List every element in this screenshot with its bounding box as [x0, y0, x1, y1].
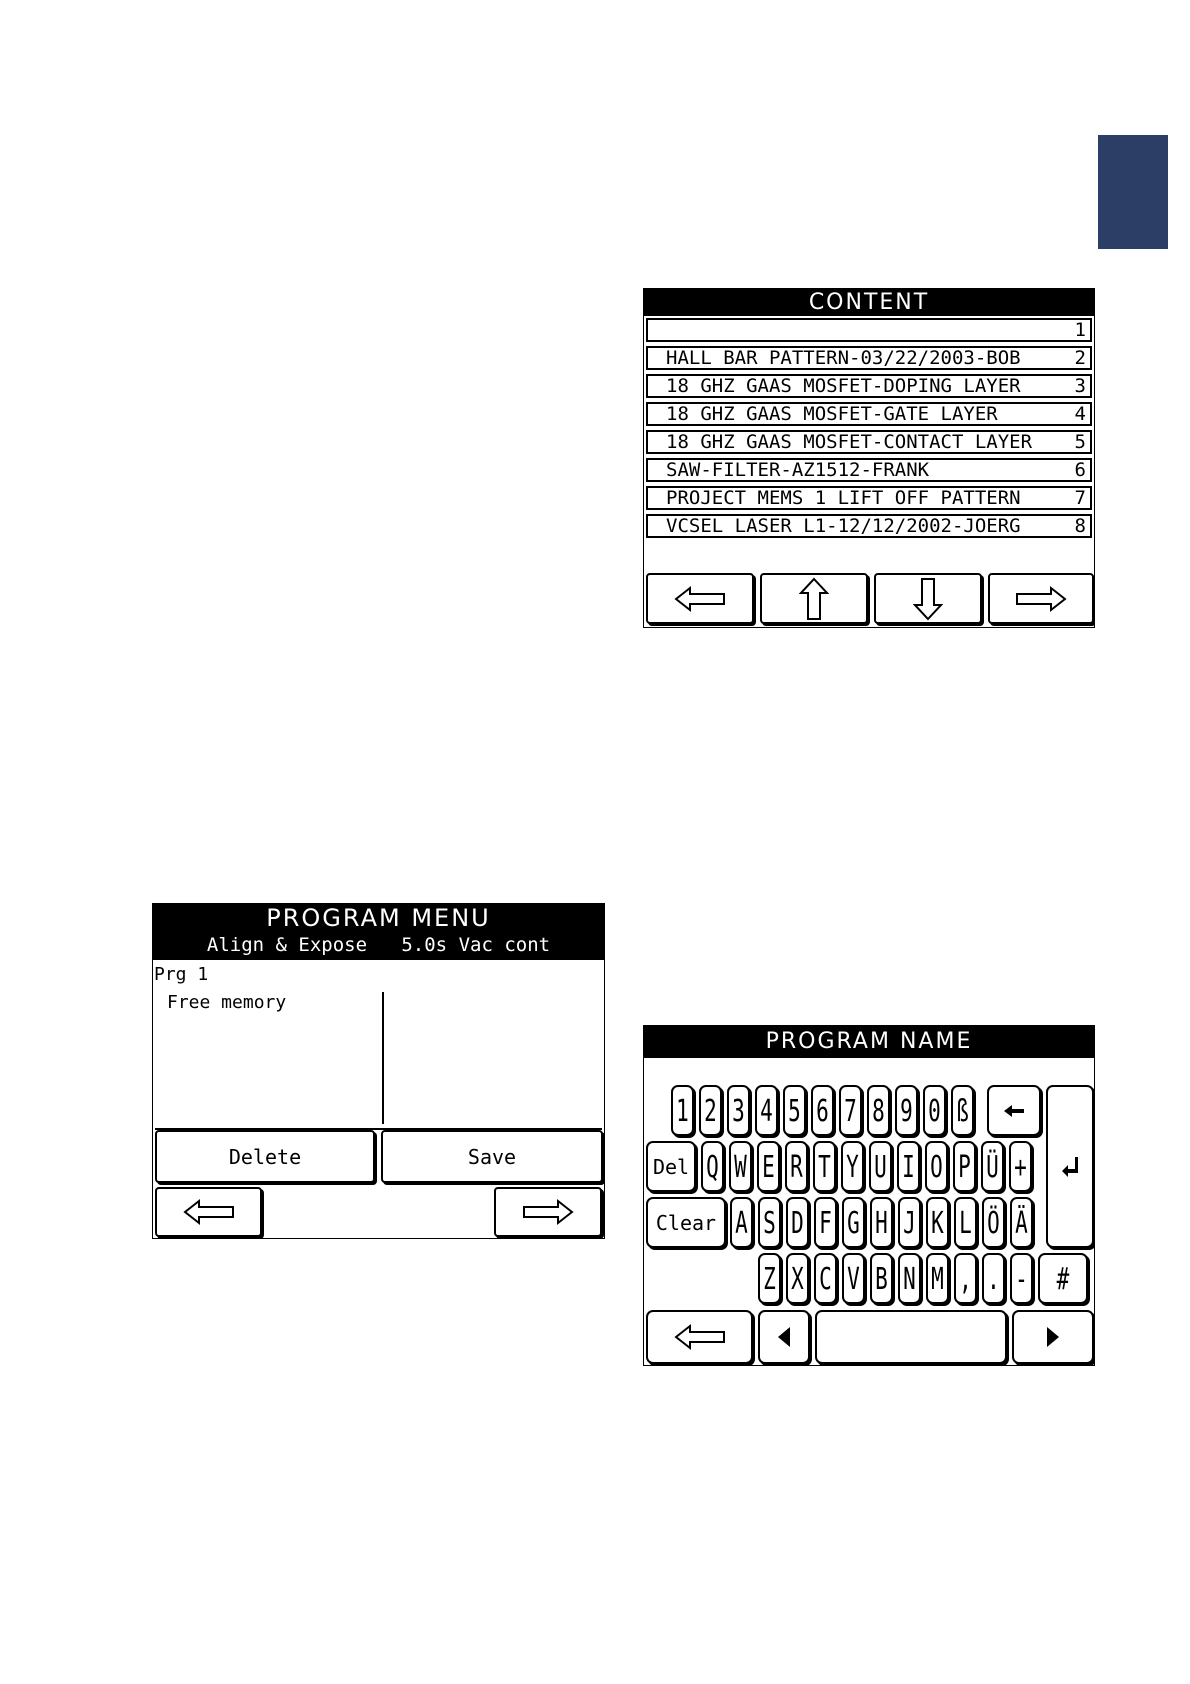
key-7[interactable]: [839, 1085, 862, 1136]
key-label: V: [847, 1261, 860, 1296]
key-H[interactable]: [870, 1197, 893, 1248]
key-label: B: [875, 1261, 888, 1296]
key-label: F: [819, 1205, 832, 1240]
content-item-name: VCSEL LASER L1-12/12/2002-JOERG: [666, 515, 1021, 537]
content-item-number: 5: [1074, 431, 1086, 453]
key-label: S: [763, 1205, 776, 1240]
content-list-item[interactable]: [646, 346, 1092, 370]
enter-key[interactable]: [1046, 1085, 1094, 1248]
content-list-item[interactable]: [646, 374, 1092, 398]
content-list-item[interactable]: [646, 458, 1092, 482]
content-item-number: 2: [1074, 347, 1086, 369]
key-K[interactable]: [926, 1197, 949, 1248]
key-label: 6: [816, 1093, 829, 1128]
key-U[interactable]: [869, 1141, 892, 1192]
key-N[interactable]: [898, 1253, 921, 1304]
content-item-name: 18 GHZ GAAS MOSFET-DOPING LAYER: [666, 375, 1021, 397]
key-label: Ö: [987, 1205, 1000, 1240]
keyboard: [644, 1026, 1095, 1366]
key-A[interactable]: [730, 1197, 753, 1248]
key-#[interactable]: [1038, 1253, 1088, 1304]
key-8[interactable]: [867, 1085, 890, 1136]
key-label: 2: [704, 1093, 717, 1128]
key-ß[interactable]: [951, 1085, 974, 1136]
content-title: CONTENT: [644, 289, 1094, 316]
key-Q[interactable]: [701, 1141, 724, 1192]
clear-key-label: Clear: [655, 1210, 717, 1235]
cursor-left-key[interactable]: [758, 1310, 810, 1364]
content-item-number: 6: [1074, 459, 1086, 481]
content-list-item[interactable]: [646, 486, 1092, 510]
key-label: ,: [959, 1261, 972, 1296]
save-button[interactable]: [381, 1130, 603, 1183]
key-label: Ü: [986, 1149, 999, 1184]
key-E[interactable]: [757, 1141, 780, 1192]
key-label: U: [874, 1149, 887, 1184]
key-label: T: [818, 1149, 831, 1184]
content-item-name: PROJECT MEMS 1 LIFT OFF PATTERN: [666, 487, 1021, 509]
key-Ä[interactable]: [1010, 1197, 1033, 1248]
key-label: 7: [844, 1093, 857, 1128]
content-item-number: 8: [1074, 515, 1086, 537]
key-T[interactable]: [813, 1141, 836, 1192]
key-P[interactable]: [953, 1141, 976, 1192]
key-G[interactable]: [842, 1197, 865, 1248]
key-S[interactable]: [758, 1197, 781, 1248]
content-item-name: HALL BAR PATTERN-03/22/2003-BOB: [666, 347, 1021, 369]
key-label: E: [762, 1149, 775, 1184]
content-next-button[interactable]: [988, 573, 1094, 624]
key-2[interactable]: [699, 1085, 722, 1136]
arrow-down-icon: [913, 577, 943, 621]
key-label: 5: [788, 1093, 801, 1128]
key-label: X: [791, 1261, 804, 1296]
key-W[interactable]: [729, 1141, 752, 1192]
key-label: O: [930, 1149, 943, 1184]
program-name-title: PROGRAM NAME: [644, 1026, 1094, 1058]
key-B[interactable]: [870, 1253, 893, 1304]
key-X[interactable]: [786, 1253, 809, 1304]
column-divider: [382, 992, 384, 1124]
key-I[interactable]: [897, 1141, 920, 1192]
content-item-name: 18 GHZ GAAS MOSFET-GATE LAYER: [666, 403, 998, 425]
arrow-right-icon: [522, 1198, 574, 1226]
key-.[interactable]: [982, 1253, 1005, 1304]
key-label: N: [903, 1261, 916, 1296]
key-O[interactable]: [925, 1141, 948, 1192]
key-label: Q: [706, 1149, 719, 1184]
content-scroll-down-button[interactable]: [874, 573, 982, 624]
key-,[interactable]: [954, 1253, 977, 1304]
key-Z[interactable]: [758, 1253, 781, 1304]
key-label: G: [847, 1205, 860, 1240]
del-key[interactable]: [646, 1141, 696, 1192]
save-button-label: Save: [467, 1144, 517, 1169]
key-label: 0: [928, 1093, 941, 1128]
backspace-arrow-icon: [1003, 1104, 1025, 1118]
content-scroll-up-button[interactable]: [760, 573, 868, 624]
arrow-right-icon: [1015, 585, 1067, 613]
key-label: 8: [872, 1093, 885, 1128]
space-key[interactable]: [815, 1310, 1007, 1364]
key-label: M: [931, 1261, 944, 1296]
key-M[interactable]: [926, 1253, 949, 1304]
key-label: 3: [732, 1093, 745, 1128]
enter-return-icon: [1061, 1156, 1079, 1178]
key-label: 1: [676, 1093, 689, 1128]
program-menu-next-button[interactable]: [494, 1187, 602, 1237]
key-5[interactable]: [783, 1085, 806, 1136]
program-menu-subtitle: Align & Expose 5.0s Vac cont: [206, 934, 551, 956]
program-info-area: [155, 962, 602, 1130]
del-key-label: Del: [652, 1154, 690, 1179]
key-V[interactable]: [842, 1253, 865, 1304]
key-3[interactable]: [727, 1085, 750, 1136]
key-label: -: [1015, 1261, 1028, 1296]
content-list-item[interactable]: [646, 430, 1092, 454]
key-label: D: [791, 1205, 804, 1240]
program-number: Prg 1: [154, 964, 209, 985]
content-list-item[interactable]: [646, 514, 1092, 538]
arrow-up-icon: [799, 577, 829, 621]
key-label: 9: [900, 1093, 913, 1128]
content-panel: [643, 288, 1095, 628]
key-label: C: [819, 1261, 832, 1296]
key-Y[interactable]: [841, 1141, 864, 1192]
key-R[interactable]: [785, 1141, 808, 1192]
arrow-left-icon: [674, 1323, 726, 1351]
key-F[interactable]: [814, 1197, 837, 1248]
key--[interactable]: [1010, 1253, 1033, 1304]
program-menu-panel: [152, 903, 605, 1239]
cursor-right-key[interactable]: [1012, 1310, 1094, 1364]
content-list-item[interactable]: [646, 402, 1092, 426]
key-label: P: [958, 1149, 971, 1184]
content-item-number: 7: [1074, 487, 1086, 509]
key-label: Z: [763, 1261, 776, 1296]
key-label: L: [959, 1205, 972, 1240]
key-J[interactable]: [898, 1197, 921, 1248]
delete-button-label: Delete: [228, 1144, 302, 1169]
content-item-number: 1: [1074, 319, 1086, 341]
key-label: #: [1056, 1261, 1070, 1296]
program-menu-title: PROGRAM MENU: [266, 904, 491, 932]
key-6[interactable]: [811, 1085, 834, 1136]
key-label: I: [902, 1149, 915, 1184]
content-item-number: 3: [1074, 375, 1086, 397]
triangle-left-icon: [777, 1326, 791, 1348]
program-menu-header: [153, 904, 604, 960]
key-D[interactable]: [786, 1197, 809, 1248]
key-label: R: [790, 1149, 803, 1184]
key-4[interactable]: [755, 1085, 778, 1136]
clear-key[interactable]: [646, 1197, 726, 1248]
chapter-tab: [1098, 135, 1168, 249]
key-L[interactable]: [954, 1197, 977, 1248]
key-label: Ä: [1015, 1205, 1028, 1240]
content-list-item[interactable]: [646, 318, 1092, 342]
key-label: W: [734, 1149, 747, 1184]
key-1[interactable]: [671, 1085, 694, 1136]
key-Ü[interactable]: [981, 1141, 1004, 1192]
key-label: Y: [846, 1149, 859, 1184]
key-label: 4: [760, 1093, 773, 1128]
content-item-name: 18 GHZ GAAS MOSFET-CONTACT LAYER: [666, 431, 1033, 453]
program-menu-prev-button[interactable]: [155, 1187, 262, 1237]
key-label: A: [735, 1205, 748, 1240]
key-9[interactable]: [895, 1085, 918, 1136]
key-label: +: [1014, 1149, 1027, 1184]
program-name-panel: [643, 1025, 1095, 1366]
key-label: ß: [956, 1093, 969, 1128]
key-+[interactable]: [1009, 1141, 1032, 1192]
delete-button[interactable]: [155, 1130, 375, 1183]
key-C[interactable]: [814, 1253, 837, 1304]
arrow-left-icon: [183, 1198, 235, 1226]
free-memory-label: Free memory: [167, 992, 287, 1013]
key-0[interactable]: [923, 1085, 946, 1136]
arrow-left-icon: [674, 585, 726, 613]
content-item-number: 4: [1074, 403, 1086, 425]
key-label: J: [903, 1205, 916, 1240]
key-label: K: [931, 1205, 944, 1240]
key-label: H: [875, 1205, 888, 1240]
backspace-key[interactable]: [987, 1085, 1041, 1136]
key-label: .: [987, 1261, 1000, 1296]
content-item-name: SAW-FILTER-AZ1512-FRANK: [666, 459, 930, 481]
program-name-back-button[interactable]: [646, 1310, 753, 1364]
key-Ö[interactable]: [982, 1197, 1005, 1248]
content-prev-button[interactable]: [646, 573, 754, 624]
triangle-right-icon: [1046, 1326, 1060, 1348]
